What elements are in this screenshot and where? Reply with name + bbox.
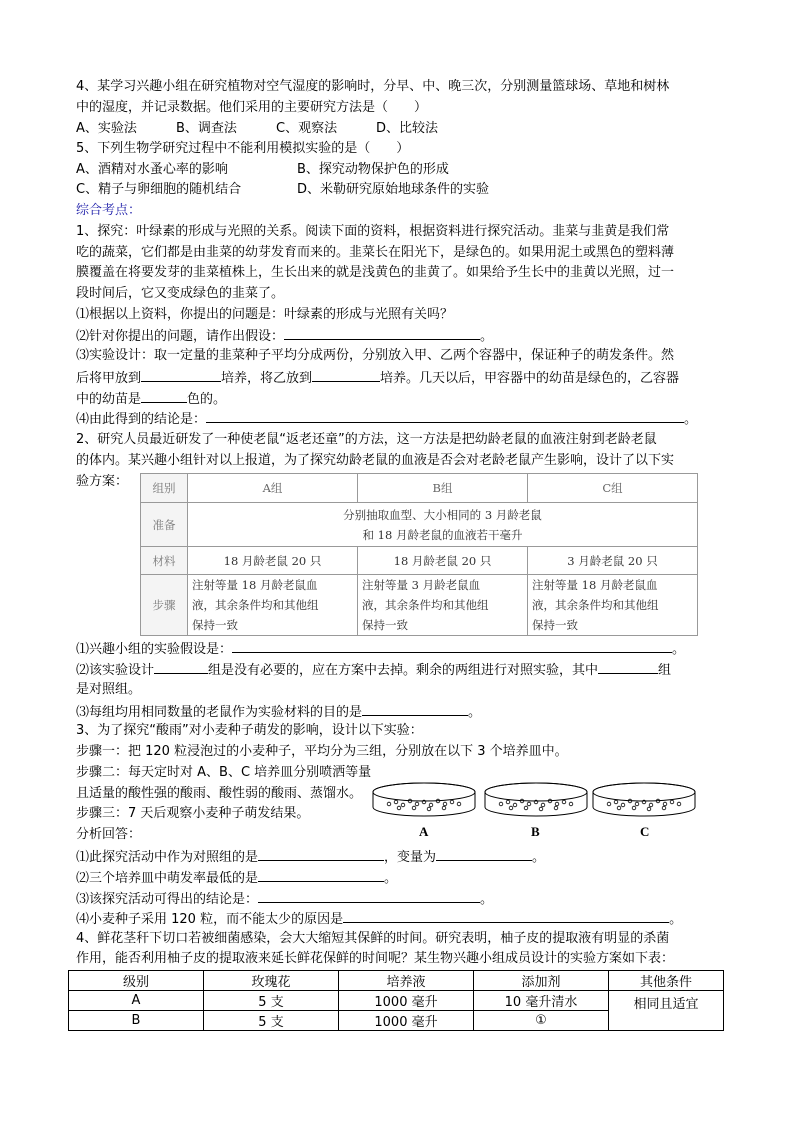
s3-q2-text: ⑵三个培养皿中萌发率最低的是 xyxy=(76,871,259,886)
s3-q1 xyxy=(76,846,545,868)
table-material-b: 18 月龄老鼠 20 只 xyxy=(358,547,528,575)
s1-q3-text5: 色的。 xyxy=(187,392,227,407)
q4-option-b: B、调查法 xyxy=(176,121,237,136)
roses-header-rose: 玫瑰花 xyxy=(204,971,339,991)
q5-option-c: C、精子与卵细胞的随机结合 xyxy=(76,182,242,197)
s2-q1-end: 。 xyxy=(672,642,686,657)
dish-label-b: B xyxy=(531,824,540,839)
q4-option-c: C、观察法 xyxy=(276,121,338,136)
s2-q2-text1: ⑵该实验设计 xyxy=(76,663,155,678)
s1-q2 xyxy=(76,325,493,347)
s2-para-line1: 2、研究人员最近研发了一种使老鼠“返老还童”的方法，这一方法是把幼龄老鼠的血液注射到老龄老鼠 xyxy=(76,432,657,447)
q5-option-a: A、酒精对水蚤心率的影响 xyxy=(76,162,228,177)
table-steps-b-line3: 保持一致 xyxy=(362,618,408,632)
s1-q3-blank2[interactable] xyxy=(312,367,380,382)
s3-q4-blank[interactable] xyxy=(343,908,669,923)
roses-header-medium: 培养液 xyxy=(339,971,474,991)
s1-q3-text1: 后将甲放到 xyxy=(76,371,142,386)
q4-option-a: A、实验法 xyxy=(76,121,137,136)
table-prep-line2: 和 18 月龄老鼠的血液若干毫升 xyxy=(362,527,523,542)
q5-option-b: B、探究动物保护色的形成 xyxy=(297,162,449,177)
s3-q4-end: 。 xyxy=(669,912,683,927)
table-prep-line1: 分别抽取血型、大小相同的 3 月龄老鼠 xyxy=(343,507,542,522)
s3-q3-blank[interactable] xyxy=(258,888,480,903)
q4-stem-line2: 中的湿度，并记录数据。他们采用的主要研究方法是（ ） xyxy=(76,100,428,115)
q4-option-d: D、比较法 xyxy=(376,121,439,136)
experiment-table-mice xyxy=(140,473,698,636)
roses-b-medium: 1000 毫升 xyxy=(339,1011,474,1031)
table-label-material: 材料 xyxy=(141,547,188,575)
s1-q2-text: ⑵针对你提出的问题，请作出假设： xyxy=(76,329,285,344)
s1-q4 xyxy=(76,408,697,430)
table-steps-a-line3: 保持一致 xyxy=(192,618,238,632)
s3-q4 xyxy=(76,908,682,930)
roses-a-additive: 10 毫升清水 xyxy=(474,991,609,1011)
roses-header-level: 级别 xyxy=(69,971,204,991)
roses-a-rose: 5 支 xyxy=(204,991,339,1011)
s3-q3-end: 。 xyxy=(480,892,494,907)
s1-para-line2: 吃的蔬菜，它们都是由韭菜的幼芽发育而来的。韭菜长在阳光下，是绿色的。如果用泥土或黑色的塑料薄 xyxy=(76,245,675,260)
s1-para-line3: 膜覆盖在将要发芽的韭菜植株上，生长出来的就是浅黄色的韭黄了。如果给予生长中的韭黄以光照，过一 xyxy=(76,265,675,280)
roses-b-level: B xyxy=(69,1011,204,1031)
s3-step1: 步骤一：把 120 粒浸泡过的小麦种子，平均分为三组，分别放在以下 3 个培养皿中。 xyxy=(76,744,568,759)
s3-q2 xyxy=(76,867,397,889)
s2-q1 xyxy=(76,638,685,660)
s2-q1-text: ⑴兴趣小组的实验假设是： xyxy=(76,642,233,657)
s3-q1-blank1[interactable] xyxy=(258,846,384,861)
s2-q2-line2: 是对照组。 xyxy=(76,682,142,697)
q5-options-row1 xyxy=(76,160,449,180)
s3-q3-text: ⑶该探究活动可得出的结论是： xyxy=(76,892,259,907)
table-steps-a-line2: 液，其余条件均和其他组 xyxy=(192,598,319,612)
petri-dish-b xyxy=(481,780,591,820)
table-label-prep: 准备 xyxy=(141,503,188,547)
s1-q3-line1: ⑶实验设计：取一定量的韭菜种子平均分成两份，分别放入甲、乙两个容器中，保证种子的萌发条件。然 xyxy=(76,348,675,363)
s1-q3-line2 xyxy=(76,367,679,389)
s1-para-line4: 段时间后，它又变成绿色的韭菜了。 xyxy=(76,286,285,301)
s2-q2-text3: 组 xyxy=(658,663,672,678)
s1-q3-text3: 培养。几天以后，甲容器中的幼苗是绿色的，乙容器 xyxy=(380,371,680,386)
table-steps-a-line1: 注射等量 18 月龄老鼠血 xyxy=(192,578,318,592)
table-material-a: 18 月龄老鼠 20 只 xyxy=(188,547,358,575)
roses-a-level: A xyxy=(69,991,204,1011)
roses-b-rose: 5 支 xyxy=(204,1011,339,1031)
dish-label-c: C xyxy=(640,824,650,839)
s2-q3-text: ⑶每组均用相同数量的老鼠作为实验材料的目的是 xyxy=(76,705,363,720)
s3-intro: 3、为了探究“酸雨”对小麦种子萌发的影响，设计以下实验： xyxy=(76,723,423,738)
s2-q3-end: 。 xyxy=(468,705,482,720)
s1-q1: ⑴根据以上资料，你提出的问题是：叶绿素的形成与光照有关吗？ xyxy=(76,307,454,322)
s3-analysis-label: 分析回答： xyxy=(76,827,142,842)
table-steps-a xyxy=(188,575,358,636)
s1-q4-blank[interactable] xyxy=(206,408,684,423)
s3-q1-end: 。 xyxy=(532,850,546,865)
section-title: 综合考点： xyxy=(76,203,142,218)
s1-q4-text: ⑷由此得到的结论是： xyxy=(76,412,207,427)
s1-q3-text2: 培养，将乙放到 xyxy=(221,371,313,386)
table-prep-cell xyxy=(188,503,698,547)
petri-dish-a xyxy=(369,780,479,820)
s2-para-line2: 的体内。某兴趣小组针对以上报道，为了探究幼龄老鼠的血液是否会对老龄老鼠产生影响，设计了以下实 xyxy=(76,453,675,468)
s2-q2-text2: 组是没有必要的，应在方案中去掉。剩余的两组进行对照实验，其中 xyxy=(208,663,599,678)
table-label-steps: 步骤 xyxy=(141,575,188,636)
s2-q1-blank[interactable] xyxy=(232,638,672,653)
s2-q2-blank2[interactable] xyxy=(598,659,658,674)
s3-q1-text1: ⑴此探究活动中作为对照组的是 xyxy=(76,850,259,865)
s3-q3 xyxy=(76,888,493,910)
s3-step2-line2: 且适量的酸性强的酸雨、酸性弱的酸雨、蒸馏水。 xyxy=(76,786,363,801)
table-steps-c-line3: 保持一致 xyxy=(532,618,578,632)
table-header-a: A组 xyxy=(188,474,358,503)
q5-stem: 5、下列生物学研究过程中不能利用模拟实验的是（ ） xyxy=(76,141,410,156)
table-header-c: C组 xyxy=(528,474,698,503)
s2-q3 xyxy=(76,701,481,723)
s3-q1-text2: ，变量为 xyxy=(384,850,437,865)
q4-options xyxy=(76,119,439,139)
s4-para-line2: 作用，能否利用柚子皮的提取液来延长鲜花保鲜的时间呢？某生物兴趣小组成员设计的实验方案如下表： xyxy=(76,951,675,966)
roses-a-medium: 1000 毫升 xyxy=(339,991,474,1011)
table-header-b: B组 xyxy=(358,474,528,503)
s4-para-line1: 4、鲜花茎秆下切口若被细菌感染，会大大缩短其保鲜的时间。研究表明，柚子皮的提取液有明显的杀菌 xyxy=(76,931,670,946)
roses-header-other: 其他条件 xyxy=(609,971,724,991)
s1-q3-blank1[interactable] xyxy=(141,367,221,382)
s3-q1-blank2[interactable] xyxy=(436,846,532,861)
s2-q2-line1 xyxy=(76,659,671,681)
s3-q2-end: 。 xyxy=(384,871,398,886)
s2-q2-blank1[interactable] xyxy=(154,659,208,674)
s3-step2-line1: 步骤二：每天定时对 A、B、C 培养皿分别喷洒等量 xyxy=(76,765,372,780)
table-header-group: 组别 xyxy=(141,474,188,503)
s3-step3: 步骤三：7 天后观察小麦种子萌发结果。 xyxy=(76,806,310,821)
s2-q3-blank[interactable] xyxy=(362,701,468,716)
s1-q3-text4: 中的幼苗是 xyxy=(76,392,142,407)
s3-q4-text: ⑷小麦种子采用 120 粒，而不能太少的原因是 xyxy=(76,912,344,927)
experiment-table-roses xyxy=(68,970,724,1031)
s2-para-line3: 验方案： xyxy=(76,474,129,489)
q5-option-d: D、米勒研究原始地球条件的实验 xyxy=(297,182,490,197)
table-steps-c-line1: 注射等量 18 月龄老鼠血 xyxy=(532,578,658,592)
s1-q3-line3 xyxy=(76,388,226,410)
petri-dish-c xyxy=(589,780,699,820)
s1-para-line1: 1、探究：叶绿素的形成与光照的关系。阅读下面的资料，根据资料进行探究活动。韭菜与韭黄是我们常 xyxy=(76,224,670,239)
s1-q2-end: 。 xyxy=(480,329,494,344)
table-steps-b-line2: 液，其余条件均和其他组 xyxy=(362,598,489,612)
s1-q4-end: 。 xyxy=(684,412,698,427)
s1-q3-blank3[interactable] xyxy=(141,388,187,403)
table-steps-c xyxy=(528,575,698,636)
table-material-c: 3 月龄老鼠 20 只 xyxy=(528,547,698,575)
q5-options-row2 xyxy=(76,180,490,200)
table-steps-b xyxy=(358,575,528,636)
roses-header-additive: 添加剂 xyxy=(474,971,609,991)
s3-q2-blank[interactable] xyxy=(258,867,384,882)
table-steps-b-line1: 注射等量 3 月龄老鼠血 xyxy=(362,578,481,592)
dish-label-a: A xyxy=(419,824,429,839)
roses-other-conditions: 相同且适宜 xyxy=(609,991,724,1031)
table-steps-c-line2: 液，其余条件均和其他组 xyxy=(532,598,659,612)
s1-q2-blank[interactable] xyxy=(284,325,480,340)
q4-stem-line1: 4、某学习兴趣小组在研究植物对空气湿度的影响时，分早、中、晚三次，分别测量篮球场、草地和树林 xyxy=(76,79,670,94)
roses-b-additive: ① xyxy=(474,1011,609,1031)
